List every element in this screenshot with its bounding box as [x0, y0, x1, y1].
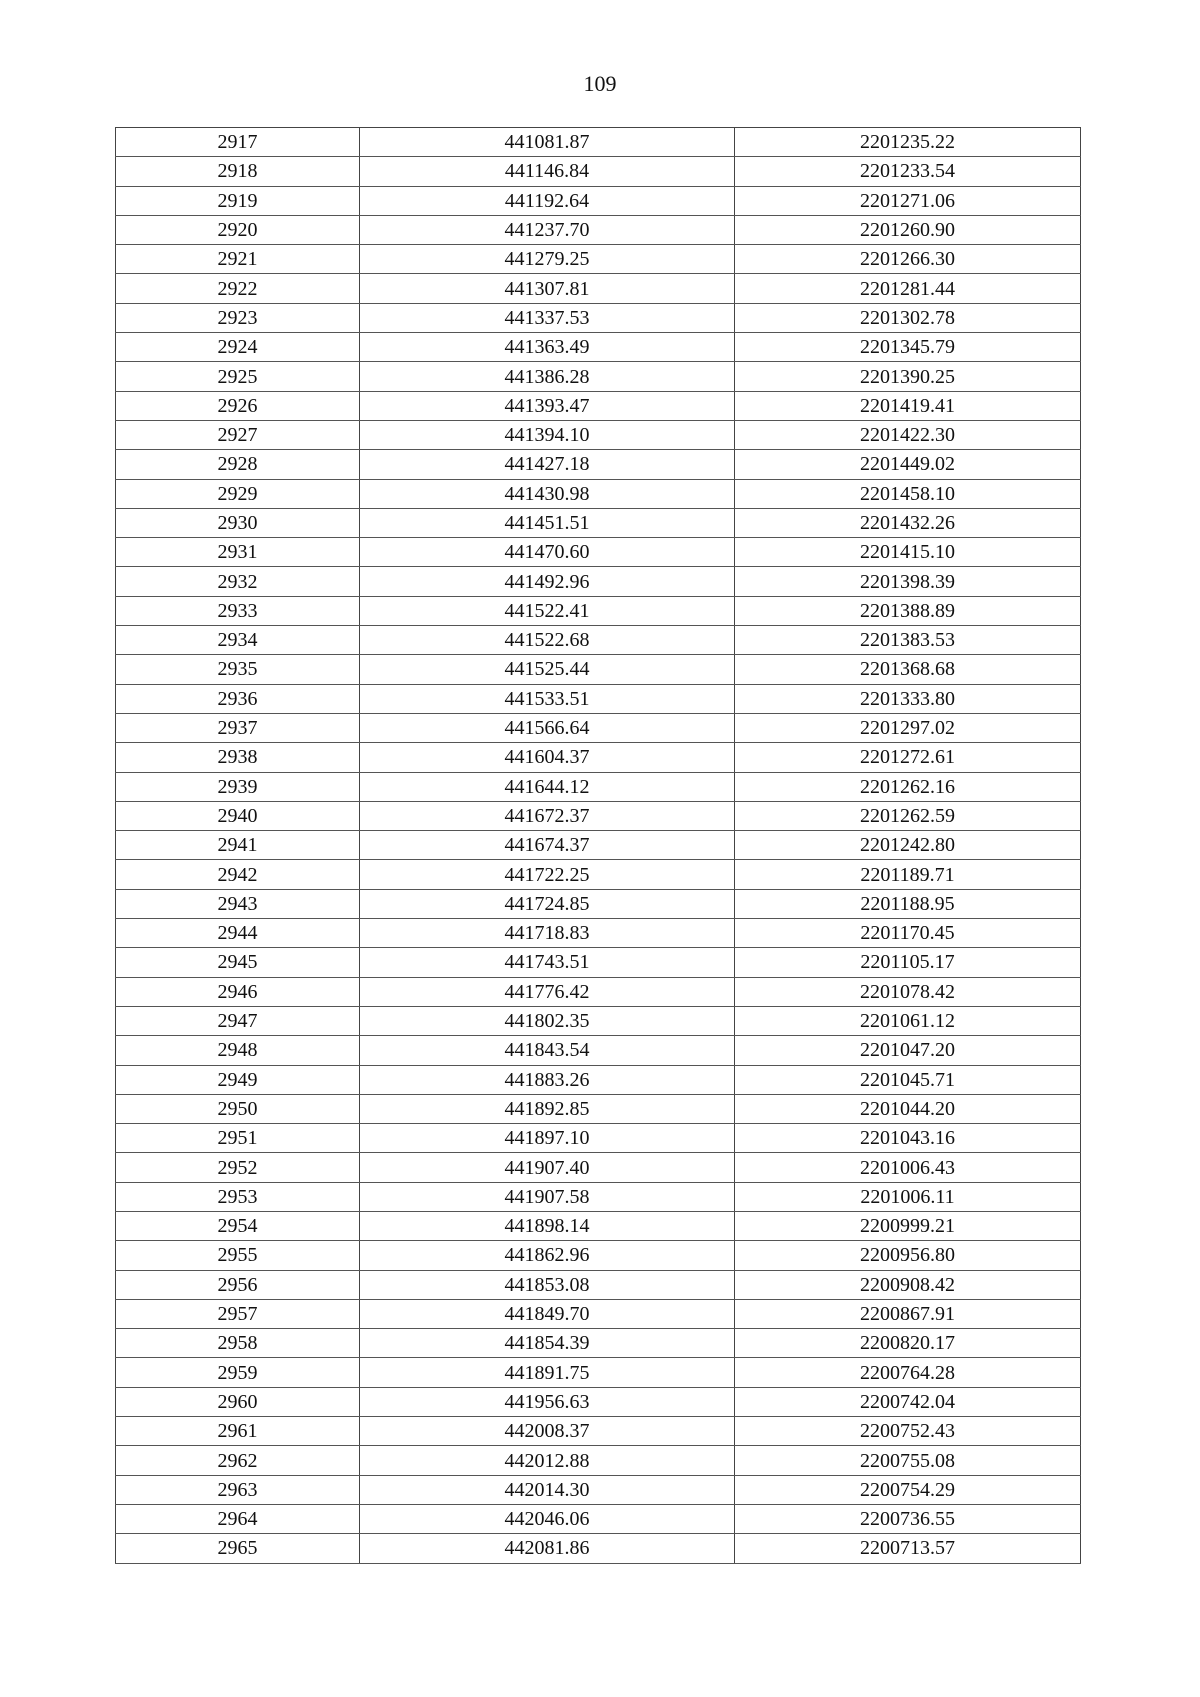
- point-number-cell: 2960: [116, 1387, 360, 1416]
- x-coordinate-cell: 441724.85: [360, 889, 735, 918]
- y-coordinate-cell: 2201415.10: [735, 538, 1081, 567]
- x-coordinate-cell: 441674.37: [360, 831, 735, 860]
- y-coordinate-cell: 2201262.16: [735, 772, 1081, 801]
- x-coordinate-cell: 441386.28: [360, 362, 735, 391]
- x-coordinate-cell: 441430.98: [360, 479, 735, 508]
- x-coordinate-cell: 441718.83: [360, 919, 735, 948]
- y-coordinate-cell: 2201043.16: [735, 1124, 1081, 1153]
- y-coordinate-cell: 2200736.55: [735, 1504, 1081, 1533]
- y-coordinate-cell: 2200752.43: [735, 1417, 1081, 1446]
- point-number-cell: 2951: [116, 1124, 360, 1153]
- x-coordinate-cell: 441853.08: [360, 1270, 735, 1299]
- y-coordinate-cell: 2201302.78: [735, 303, 1081, 332]
- x-coordinate-cell: 441891.75: [360, 1358, 735, 1387]
- y-coordinate-cell: 2201170.45: [735, 919, 1081, 948]
- point-number-cell: 2927: [116, 420, 360, 449]
- x-coordinate-cell: 441470.60: [360, 538, 735, 567]
- table-row: [116, 1358, 1081, 1387]
- point-number-cell: 2943: [116, 889, 360, 918]
- point-number-cell: 2949: [116, 1065, 360, 1094]
- table-row: [116, 1534, 1081, 1563]
- table-row: [116, 479, 1081, 508]
- x-coordinate-cell: 441743.51: [360, 948, 735, 977]
- table-row: [116, 1475, 1081, 1504]
- x-coordinate-cell: 441363.49: [360, 333, 735, 362]
- point-number-cell: 2918: [116, 157, 360, 186]
- x-coordinate-cell: 441776.42: [360, 977, 735, 1006]
- point-number-cell: 2947: [116, 1006, 360, 1035]
- x-coordinate-cell: 442046.06: [360, 1504, 735, 1533]
- point-number-cell: 2920: [116, 215, 360, 244]
- x-coordinate-cell: 441862.96: [360, 1241, 735, 1270]
- point-number-cell: 2964: [116, 1504, 360, 1533]
- table-row: [116, 567, 1081, 596]
- y-coordinate-cell: 2201281.44: [735, 274, 1081, 303]
- y-coordinate-cell: 2201045.71: [735, 1065, 1081, 1094]
- point-number-cell: 2929: [116, 479, 360, 508]
- y-coordinate-cell: 2201061.12: [735, 1006, 1081, 1035]
- x-coordinate-cell: 441907.40: [360, 1153, 735, 1182]
- point-number-cell: 2923: [116, 303, 360, 332]
- y-coordinate-cell: 2201044.20: [735, 1094, 1081, 1123]
- x-coordinate-cell: 442012.88: [360, 1446, 735, 1475]
- point-number-cell: 2933: [116, 596, 360, 625]
- y-coordinate-cell: 2201297.02: [735, 713, 1081, 742]
- table-row: [116, 655, 1081, 684]
- x-coordinate-cell: 441307.81: [360, 274, 735, 303]
- table-row: [116, 420, 1081, 449]
- coordinates-table-body: [116, 128, 1081, 1564]
- point-number-cell: 2930: [116, 508, 360, 537]
- table-row: [116, 713, 1081, 742]
- table-row: [116, 128, 1081, 157]
- y-coordinate-cell: 2201233.54: [735, 157, 1081, 186]
- x-coordinate-cell: 441081.87: [360, 128, 735, 157]
- table-row: [116, 1211, 1081, 1240]
- table-row: [116, 1006, 1081, 1035]
- x-coordinate-cell: 441907.58: [360, 1182, 735, 1211]
- x-coordinate-cell: 441849.70: [360, 1299, 735, 1328]
- coordinates-table: [115, 127, 1081, 1564]
- point-number-cell: 2917: [116, 128, 360, 157]
- table-row: [116, 1182, 1081, 1211]
- y-coordinate-cell: 2201105.17: [735, 948, 1081, 977]
- point-number-cell: 2939: [116, 772, 360, 801]
- table-row: [116, 157, 1081, 186]
- x-coordinate-cell: 441492.96: [360, 567, 735, 596]
- x-coordinate-cell: 441644.12: [360, 772, 735, 801]
- y-coordinate-cell: 2201266.30: [735, 245, 1081, 274]
- point-number-cell: 2965: [116, 1534, 360, 1563]
- x-coordinate-cell: 441237.70: [360, 215, 735, 244]
- table-row: [116, 1065, 1081, 1094]
- point-number-cell: 2936: [116, 684, 360, 713]
- page-number: 109: [583, 71, 617, 96]
- point-number-cell: 2924: [116, 333, 360, 362]
- x-coordinate-cell: 441427.18: [360, 450, 735, 479]
- point-number-cell: 2931: [116, 538, 360, 567]
- table-row: [116, 303, 1081, 332]
- table-row: [116, 1387, 1081, 1416]
- table-row: [116, 1036, 1081, 1065]
- table-row: [116, 596, 1081, 625]
- y-coordinate-cell: 2201383.53: [735, 626, 1081, 655]
- table-row: [116, 919, 1081, 948]
- y-coordinate-cell: 2201006.11: [735, 1182, 1081, 1211]
- y-coordinate-cell: 2201188.95: [735, 889, 1081, 918]
- table-row: [116, 889, 1081, 918]
- x-coordinate-cell: 441604.37: [360, 743, 735, 772]
- point-number-cell: 2956: [116, 1270, 360, 1299]
- point-number-cell: 2953: [116, 1182, 360, 1211]
- y-coordinate-cell: 2201271.06: [735, 186, 1081, 215]
- y-coordinate-cell: 2201189.71: [735, 860, 1081, 889]
- point-number-cell: 2928: [116, 450, 360, 479]
- point-number-cell: 2941: [116, 831, 360, 860]
- x-coordinate-cell: 441146.84: [360, 157, 735, 186]
- table-row: [116, 215, 1081, 244]
- point-number-cell: 2921: [116, 245, 360, 274]
- point-number-cell: 2961: [116, 1417, 360, 1446]
- x-coordinate-cell: 441722.25: [360, 860, 735, 889]
- point-number-cell: 2937: [116, 713, 360, 742]
- y-coordinate-cell: 2201390.25: [735, 362, 1081, 391]
- point-number-cell: 2944: [116, 919, 360, 948]
- table-row: [116, 626, 1081, 655]
- table-row: [116, 1241, 1081, 1270]
- x-coordinate-cell: 441802.35: [360, 1006, 735, 1035]
- table-row: [116, 772, 1081, 801]
- table-row: [116, 1094, 1081, 1123]
- x-coordinate-cell: 441525.44: [360, 655, 735, 684]
- x-coordinate-cell: 441522.68: [360, 626, 735, 655]
- point-number-cell: 2922: [116, 274, 360, 303]
- y-coordinate-cell: 2201047.20: [735, 1036, 1081, 1065]
- point-number-cell: 2948: [116, 1036, 360, 1065]
- y-coordinate-cell: 2200999.21: [735, 1211, 1081, 1240]
- x-coordinate-cell: 441566.64: [360, 713, 735, 742]
- y-coordinate-cell: 2201422.30: [735, 420, 1081, 449]
- table-row: [116, 801, 1081, 830]
- point-number-cell: 2946: [116, 977, 360, 1006]
- y-coordinate-cell: 2201006.43: [735, 1153, 1081, 1182]
- x-coordinate-cell: 441522.41: [360, 596, 735, 625]
- table-row: [116, 186, 1081, 215]
- point-number-cell: 2954: [116, 1211, 360, 1240]
- y-coordinate-cell: 2200755.08: [735, 1446, 1081, 1475]
- x-coordinate-cell: 441854.39: [360, 1329, 735, 1358]
- y-coordinate-cell: 2200764.28: [735, 1358, 1081, 1387]
- x-coordinate-cell: 441843.54: [360, 1036, 735, 1065]
- x-coordinate-cell: 441279.25: [360, 245, 735, 274]
- point-number-cell: 2925: [116, 362, 360, 391]
- y-coordinate-cell: 2201333.80: [735, 684, 1081, 713]
- point-number-cell: 2934: [116, 626, 360, 655]
- table-row: [116, 1270, 1081, 1299]
- point-number-cell: 2926: [116, 391, 360, 420]
- point-number-cell: 2950: [116, 1094, 360, 1123]
- table-row: [116, 684, 1081, 713]
- table-row: [116, 1299, 1081, 1328]
- point-number-cell: 2959: [116, 1358, 360, 1387]
- x-coordinate-cell: 441192.64: [360, 186, 735, 215]
- x-coordinate-cell: 441892.85: [360, 1094, 735, 1123]
- table-row: [116, 831, 1081, 860]
- y-coordinate-cell: 2200908.42: [735, 1270, 1081, 1299]
- point-number-cell: 2957: [116, 1299, 360, 1328]
- table-row: [116, 743, 1081, 772]
- table-row: [116, 1124, 1081, 1153]
- table-row: [116, 948, 1081, 977]
- y-coordinate-cell: 2201242.80: [735, 831, 1081, 860]
- x-coordinate-cell: 441393.47: [360, 391, 735, 420]
- x-coordinate-cell: 441898.14: [360, 1211, 735, 1240]
- point-number-cell: 2940: [116, 801, 360, 830]
- y-coordinate-cell: 2201388.89: [735, 596, 1081, 625]
- x-coordinate-cell: 441672.37: [360, 801, 735, 830]
- y-coordinate-cell: 2200713.57: [735, 1534, 1081, 1563]
- table-row: [116, 450, 1081, 479]
- x-coordinate-cell: 441451.51: [360, 508, 735, 537]
- y-coordinate-cell: 2200956.80: [735, 1241, 1081, 1270]
- point-number-cell: 2932: [116, 567, 360, 596]
- y-coordinate-cell: 2200820.17: [735, 1329, 1081, 1358]
- point-number-cell: 2955: [116, 1241, 360, 1270]
- y-coordinate-cell: 2201458.10: [735, 479, 1081, 508]
- x-coordinate-cell: 441883.26: [360, 1065, 735, 1094]
- table-row: [116, 538, 1081, 567]
- y-coordinate-cell: 2200754.29: [735, 1475, 1081, 1504]
- y-coordinate-cell: 2201345.79: [735, 333, 1081, 362]
- table-row: [116, 391, 1081, 420]
- x-coordinate-cell: 441533.51: [360, 684, 735, 713]
- table-row: [116, 245, 1081, 274]
- x-coordinate-cell: 442008.37: [360, 1417, 735, 1446]
- table-row: [116, 1446, 1081, 1475]
- point-number-cell: 2963: [116, 1475, 360, 1504]
- y-coordinate-cell: 2201262.59: [735, 801, 1081, 830]
- table-row: [116, 1153, 1081, 1182]
- y-coordinate-cell: 2201432.26: [735, 508, 1081, 537]
- y-coordinate-cell: 2200867.91: [735, 1299, 1081, 1328]
- y-coordinate-cell: 2201272.61: [735, 743, 1081, 772]
- table-row: [116, 508, 1081, 537]
- table-row: [116, 1417, 1081, 1446]
- x-coordinate-cell: 441897.10: [360, 1124, 735, 1153]
- table-row: [116, 274, 1081, 303]
- point-number-cell: 2952: [116, 1153, 360, 1182]
- y-coordinate-cell: 2201419.41: [735, 391, 1081, 420]
- point-number-cell: 2938: [116, 743, 360, 772]
- point-number-cell: 2919: [116, 186, 360, 215]
- table-row: [116, 1329, 1081, 1358]
- point-number-cell: 2942: [116, 860, 360, 889]
- point-number-cell: 2962: [116, 1446, 360, 1475]
- y-coordinate-cell: 2201398.39: [735, 567, 1081, 596]
- y-coordinate-cell: 2201449.02: [735, 450, 1081, 479]
- x-coordinate-cell: 442014.30: [360, 1475, 735, 1504]
- x-coordinate-cell: 441956.63: [360, 1387, 735, 1416]
- table-row: [116, 362, 1081, 391]
- y-coordinate-cell: 2201235.22: [735, 128, 1081, 157]
- table-row: [116, 333, 1081, 362]
- x-coordinate-cell: 441394.10: [360, 420, 735, 449]
- x-coordinate-cell: 442081.86: [360, 1534, 735, 1563]
- x-coordinate-cell: 441337.53: [360, 303, 735, 332]
- y-coordinate-cell: 2201260.90: [735, 215, 1081, 244]
- table-row: [116, 977, 1081, 1006]
- table-row: [116, 1504, 1081, 1533]
- table-row: [116, 860, 1081, 889]
- point-number-cell: 2958: [116, 1329, 360, 1358]
- y-coordinate-cell: 2201368.68: [735, 655, 1081, 684]
- point-number-cell: 2945: [116, 948, 360, 977]
- y-coordinate-cell: 2201078.42: [735, 977, 1081, 1006]
- point-number-cell: 2935: [116, 655, 360, 684]
- y-coordinate-cell: 2200742.04: [735, 1387, 1081, 1416]
